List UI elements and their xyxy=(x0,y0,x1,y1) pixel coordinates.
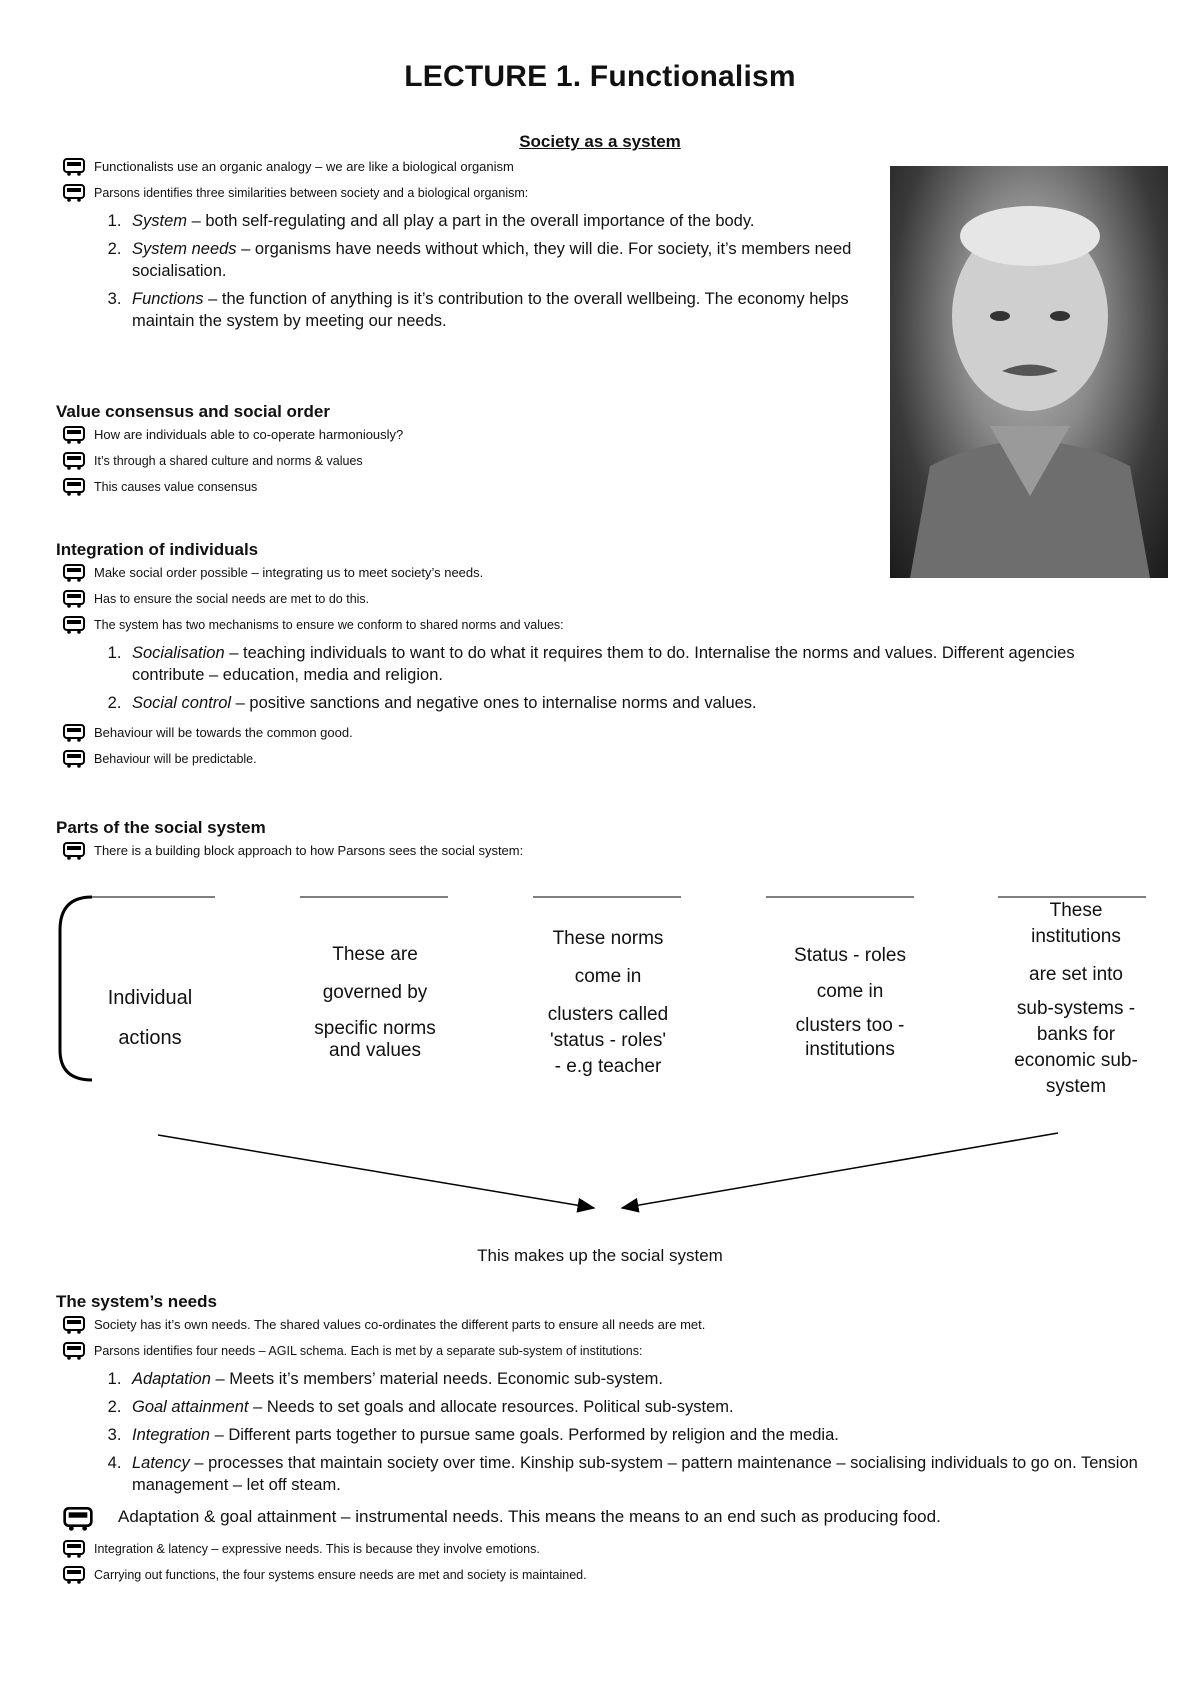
bullet-item xyxy=(62,750,1146,768)
bullet-text: How are individuals able to co-operate harmoniously? xyxy=(94,427,404,442)
bullet-text: Has to ensure the social needs are met to do this. xyxy=(94,592,370,606)
bullet-text: The system has two mechanisms to ensure we conform to shared norms and values: xyxy=(94,618,564,632)
box-line: Status - roles xyxy=(794,945,906,966)
bullet-text: Functionalists use an organic analogy – we are like a biological organism xyxy=(94,159,514,174)
box-line: These xyxy=(1049,900,1103,921)
bus-icon xyxy=(62,158,86,176)
bullet-item xyxy=(62,184,856,202)
bullet-item xyxy=(62,452,856,470)
section-value-consensus xyxy=(56,402,856,504)
list-text: – Needs to set goals and allocate resources. Political sub-system. xyxy=(248,1398,734,1416)
box-line: specific norms xyxy=(314,1018,436,1039)
section-system-needs xyxy=(56,1292,1146,1592)
box-line: These norms xyxy=(552,928,664,949)
list-text: – the function of anything is it’s contribution to the overall wellbeing. The economy helps maintain the system by meeting our needs. xyxy=(132,290,849,330)
numbered-list xyxy=(56,642,1146,714)
bullet-item xyxy=(62,426,856,444)
diagram-caption: This makes up the social system xyxy=(477,1246,723,1265)
bullet-text: There is a building block approach to how Parsons sees the social system: xyxy=(94,843,524,858)
bullet-item xyxy=(62,1506,1146,1532)
list-term: Social control xyxy=(132,694,232,712)
bullet-text: Behaviour will be predictable. xyxy=(94,752,257,766)
diagram-box-status-roles xyxy=(528,926,688,1080)
section-heading: Parts of the social system xyxy=(56,818,266,837)
page-title: LECTURE 1. Functionalism xyxy=(404,60,796,93)
bus-icon xyxy=(62,1566,86,1584)
section-integration xyxy=(56,540,1146,776)
bus-icon xyxy=(62,842,86,860)
bullet-item xyxy=(62,724,1146,742)
box-line: These are xyxy=(332,944,418,965)
list-text: – organisms have needs without which, they will die. For society, it’s members need socialisation. xyxy=(132,240,852,280)
bullet-text: Society has it’s own needs. The shared values co-ordinates the different parts to ensure all needs are met. xyxy=(94,1317,706,1332)
bullet-text: Carrying out functions, the four systems ensure needs are met and society is maintained. xyxy=(94,1568,587,1582)
list-text: – processes that maintain society over time. Kinship sub-system – pattern maintenance – socialising individuals to go on. Tension management – let off steam. xyxy=(132,1454,1138,1494)
box-line: - e.g teacher xyxy=(554,1056,662,1077)
bus-icon xyxy=(62,1342,86,1360)
bullet-item xyxy=(62,1566,1146,1584)
portrait-silhouette xyxy=(890,166,1168,578)
diagram-box-institutions xyxy=(770,942,930,1062)
bullet-item xyxy=(62,590,1146,608)
box-line: banks for xyxy=(1036,1024,1116,1045)
portrait-photo xyxy=(890,166,1168,578)
list-text: – positive sanctions and negative ones to internalise norms and values. xyxy=(231,694,757,712)
bus-icon xyxy=(62,564,86,582)
box-line: economic sub- xyxy=(1014,1050,1138,1071)
diagram-box-sub-systems xyxy=(998,898,1154,1100)
section-heading: Integration of individuals xyxy=(56,540,259,559)
list-item xyxy=(126,642,1146,686)
bullet-text: Make social order possible – integrating us to meet society’s needs. xyxy=(94,565,484,580)
numbered-list xyxy=(56,1368,1146,1496)
list-term: Functions xyxy=(132,290,204,308)
list-item xyxy=(126,288,856,332)
box-line: come in xyxy=(816,981,884,1002)
bus-icon xyxy=(62,184,86,202)
box-line: 'status - roles' xyxy=(549,1030,666,1051)
list-term: System needs xyxy=(132,240,237,258)
bus-icon xyxy=(62,1316,86,1334)
box-line: Individual xyxy=(107,987,193,1009)
list-term: Adaptation xyxy=(132,1370,211,1388)
list-item xyxy=(126,692,1146,714)
list-text: – Meets it’s members’ material needs. Economic sub-system. xyxy=(210,1370,663,1388)
bus-icon xyxy=(62,1506,94,1532)
building-block-diagram xyxy=(0,890,1200,1270)
box-line: sub-systems - xyxy=(1016,998,1136,1019)
list-item xyxy=(126,1396,1146,1418)
list-item xyxy=(126,1368,1146,1390)
list-text: – both self-regulating and all play a part in the overall importance of the body. xyxy=(187,212,755,230)
bullet-text: This causes value consensus xyxy=(94,480,258,494)
arrow-right xyxy=(622,1133,1058,1208)
list-item xyxy=(126,1452,1146,1496)
list-text: – Different parts together to pursue same goals. Performed by religion and the media. xyxy=(209,1426,839,1444)
list-term: Integration xyxy=(132,1426,210,1444)
section-heading: Value consensus and social order xyxy=(56,402,330,421)
bullet-item xyxy=(62,1540,1146,1558)
list-item xyxy=(126,1424,1146,1446)
diagram-box-individual xyxy=(72,978,228,1058)
bullet-text: It’s through a shared culture and norms & values xyxy=(94,454,363,468)
bullet-item xyxy=(62,1316,1146,1334)
bullet-item xyxy=(62,1342,1146,1360)
numbered-list xyxy=(56,210,856,332)
bullet-item xyxy=(62,564,1146,582)
list-item xyxy=(126,238,856,282)
box-line: governed by xyxy=(322,982,428,1003)
section-heading: The system’s needs xyxy=(56,1292,217,1311)
bus-icon xyxy=(62,426,86,444)
section-heading-society: Society as a system xyxy=(519,132,681,151)
list-term: Goal attainment xyxy=(132,1398,249,1416)
bus-icon xyxy=(62,1540,86,1558)
bullet-item xyxy=(62,478,856,496)
box-line: institutions xyxy=(805,1039,895,1060)
box-line: institutions xyxy=(1031,926,1121,947)
section-society xyxy=(56,158,856,342)
section-parts xyxy=(56,818,1146,868)
bus-icon xyxy=(62,590,86,608)
box-line: system xyxy=(1045,1076,1107,1097)
bullet-text: Parsons identifies three similarities between society and a biological organism: xyxy=(94,186,529,200)
list-term: Socialisation xyxy=(132,644,225,662)
bus-icon xyxy=(62,478,86,496)
bullet-item xyxy=(62,158,856,176)
box-line: clusters too - xyxy=(795,1015,905,1036)
bus-icon xyxy=(62,616,86,634)
box-line: clusters called xyxy=(547,1004,669,1025)
list-term: System xyxy=(132,212,188,230)
list-term: Latency xyxy=(132,1454,190,1472)
bullet-text: Integration & latency – expressive needs. This is because they involve emotions. xyxy=(94,1542,540,1556)
bullet-text: Behaviour will be towards the common good. xyxy=(94,725,353,740)
list-item xyxy=(126,210,856,232)
list-text: – teaching individuals to want to do what it requires them to do. Internalise the norms and values. Different agencies contribute – education, media and religion. xyxy=(132,644,1075,684)
bullet-text: Adaptation & goal attainment – instrumental needs. This means the means to an end such as producing food. xyxy=(118,1507,941,1526)
bullet-item xyxy=(62,842,1146,860)
box-line: are set into xyxy=(1029,964,1123,985)
bus-icon xyxy=(62,750,86,768)
bus-icon xyxy=(62,724,86,742)
arrow-left xyxy=(158,1135,594,1208)
bullet-item xyxy=(62,616,1146,634)
bus-icon xyxy=(62,452,86,470)
diagram-box-norms xyxy=(295,940,455,1062)
box-line: and values xyxy=(329,1040,421,1061)
box-line: come in xyxy=(574,966,642,987)
box-line: actions xyxy=(118,1027,182,1049)
bullet-text: Parsons identifies four needs – AGIL schema. Each is met by a separate sub-system of institutions: xyxy=(94,1344,643,1358)
